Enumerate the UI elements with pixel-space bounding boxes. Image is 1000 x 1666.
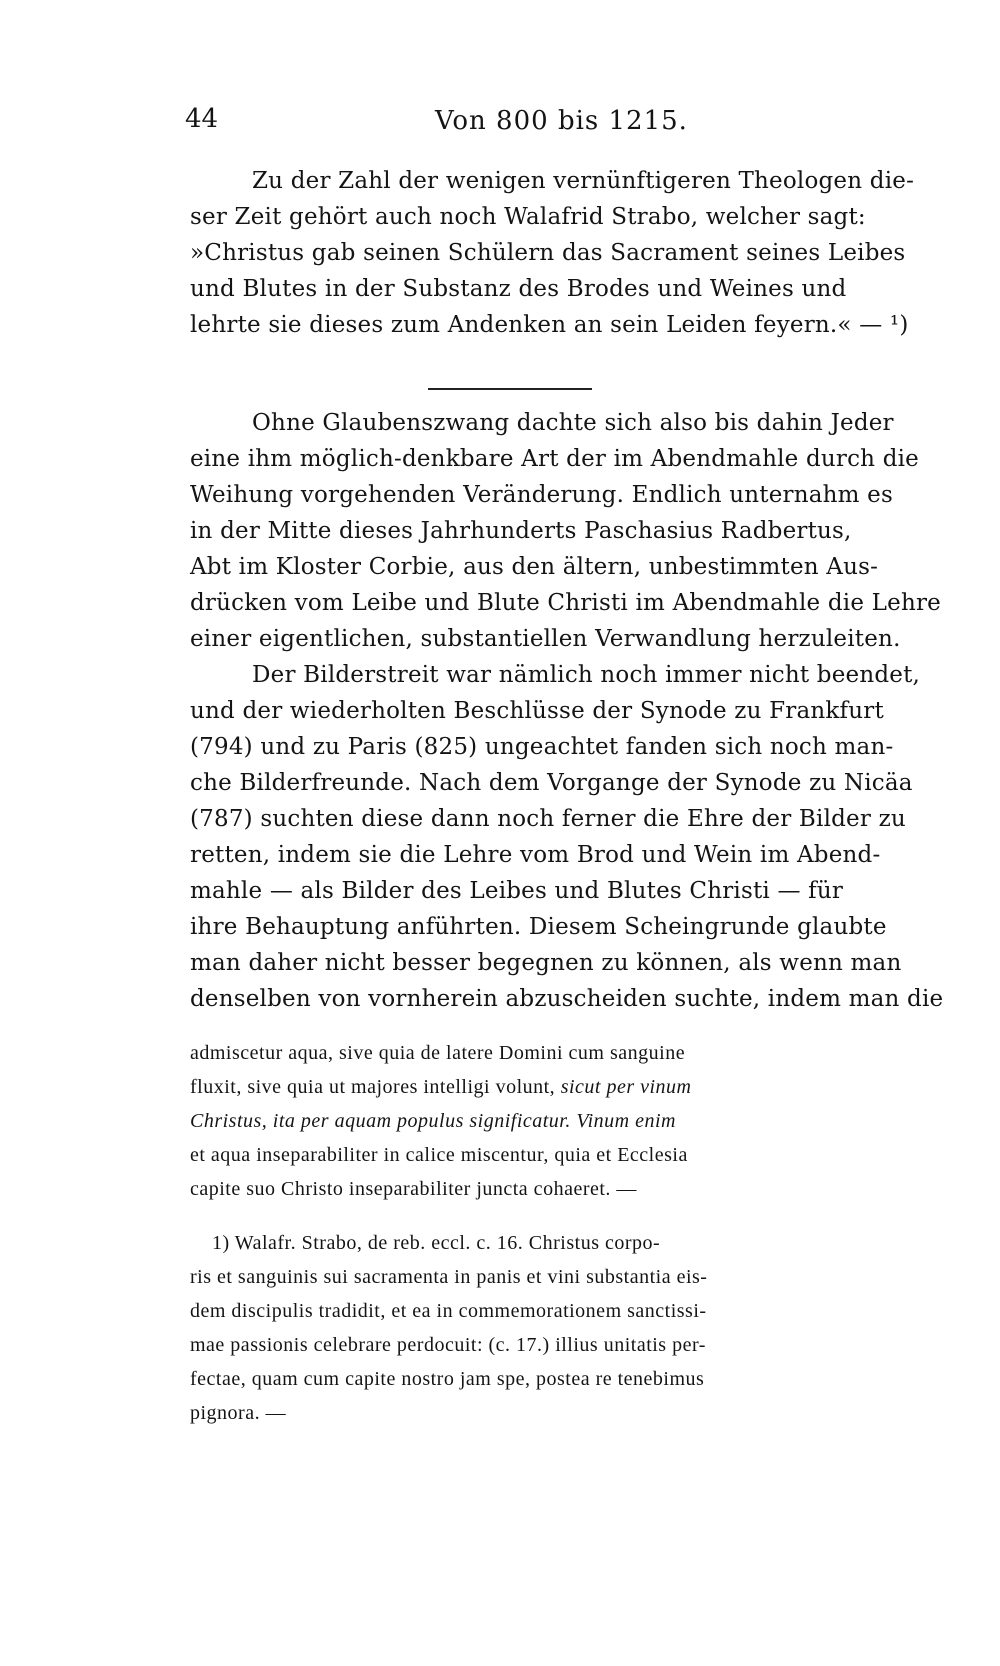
text-line: (787) suchten diese dann noch ferner die Ehre der Bilder zu [190, 806, 906, 832]
page-number: 44 [185, 104, 219, 134]
footnote-line: admiscetur aqua, sive quia de latere Domini cum sanguine [190, 1042, 686, 1064]
text-line: man daher nicht besser begegnen zu können, als wenn man [190, 950, 902, 976]
text-line: (794) und zu Paris (825) ungeachtet fanden sich noch man- [190, 734, 894, 760]
text-line: eine ihm möglich-denkbare Art der im Abendmahle durch die [190, 446, 919, 472]
running-head: Von 800 bis 1215. [435, 106, 688, 136]
text-line: denselben von vornherein abzuscheiden suchte, indem man die [190, 986, 944, 1012]
text-line: retten, indem sie die Lehre vom Brod und Wein im Abend- [190, 842, 881, 868]
text-line: einer eigentlichen, substantiellen Verwandlung herzuleiten. [190, 626, 901, 652]
section-divider [428, 388, 592, 390]
footnote-line: capite suo Christo inseparabiliter juncta cohaeret. — [190, 1178, 637, 1200]
text-line: drücken vom Leibe und Blute Christi im Abendmahle die Lehre [190, 590, 941, 616]
footnote-italic-text: sicut per vinum [560, 1076, 692, 1098]
text-line: und Blutes in der Substanz des Brodes und Weines und [190, 276, 847, 302]
text-line: Der Bilderstreit war nämlich noch immer nicht beendet, [252, 662, 921, 688]
footnote-line: pignora. — [190, 1402, 287, 1424]
text-line: mahle — als Bilder des Leibes und Blutes Christi — für [190, 878, 844, 904]
text-line: ihre Behauptung anführten. Diesem Scheingrunde glaubte [190, 914, 887, 940]
text-line: Zu der Zahl der wenigen vernünftigeren Theologen die- [252, 168, 915, 194]
page-header [185, 104, 905, 144]
text-line: lehrte sie dieses zum Andenken an sein Leiden feyern.« — ¹) [190, 312, 909, 338]
footnote-line: fectae, quam cum capite nostro jam spe, postea re tenebimus [190, 1368, 705, 1390]
footnote-line: mae passionis celebrare perdocuit: (c. 17.) illius unitatis per- [190, 1334, 706, 1356]
footnote-line [190, 1076, 692, 1099]
footnote-text: fluxit, sive quia ut majores intelligi volunt, [190, 1076, 561, 1098]
text-line: in der Mitte dieses Jahrhunderts Paschasius Radbertus, [190, 518, 852, 544]
text-line: Ohne Glaubenszwang dachte sich also bis dahin Jeder [252, 410, 894, 436]
text-line: Weihung vorgehenden Veränderung. Endlich unternahm es [190, 482, 893, 508]
footnote-line: Christus, ita per aquam populus significatur. Vinum enim [190, 1110, 676, 1132]
footnote-line: dem discipulis tradidit, et ea in commemorationem sanctissi- [190, 1300, 707, 1322]
text-line: ser Zeit gehört auch noch Walafrid Strabo, welcher sagt: [190, 204, 866, 230]
footnote-line: ris et sanguinis sui sacramenta in panis et vini substantia eis- [190, 1266, 708, 1288]
footnote-line: et aqua inseparabiliter in calice miscentur, quia et Ecclesia [190, 1144, 688, 1166]
text-line: und der wiederholten Beschlüsse der Synode zu Frankfurt [190, 698, 884, 724]
footnote-line: 1) Walafr. Strabo, de reb. eccl. c. 16. Christus corpo- [212, 1232, 661, 1254]
text-line: che Bilderfreunde. Nach dem Vorgange der Synode zu Nicäa [190, 770, 913, 796]
text-line: »Christus gab seinen Schülern das Sacrament seines Leibes [190, 240, 906, 266]
text-line: Abt im Kloster Corbie, aus den ältern, unbestimmten Aus- [190, 554, 879, 580]
